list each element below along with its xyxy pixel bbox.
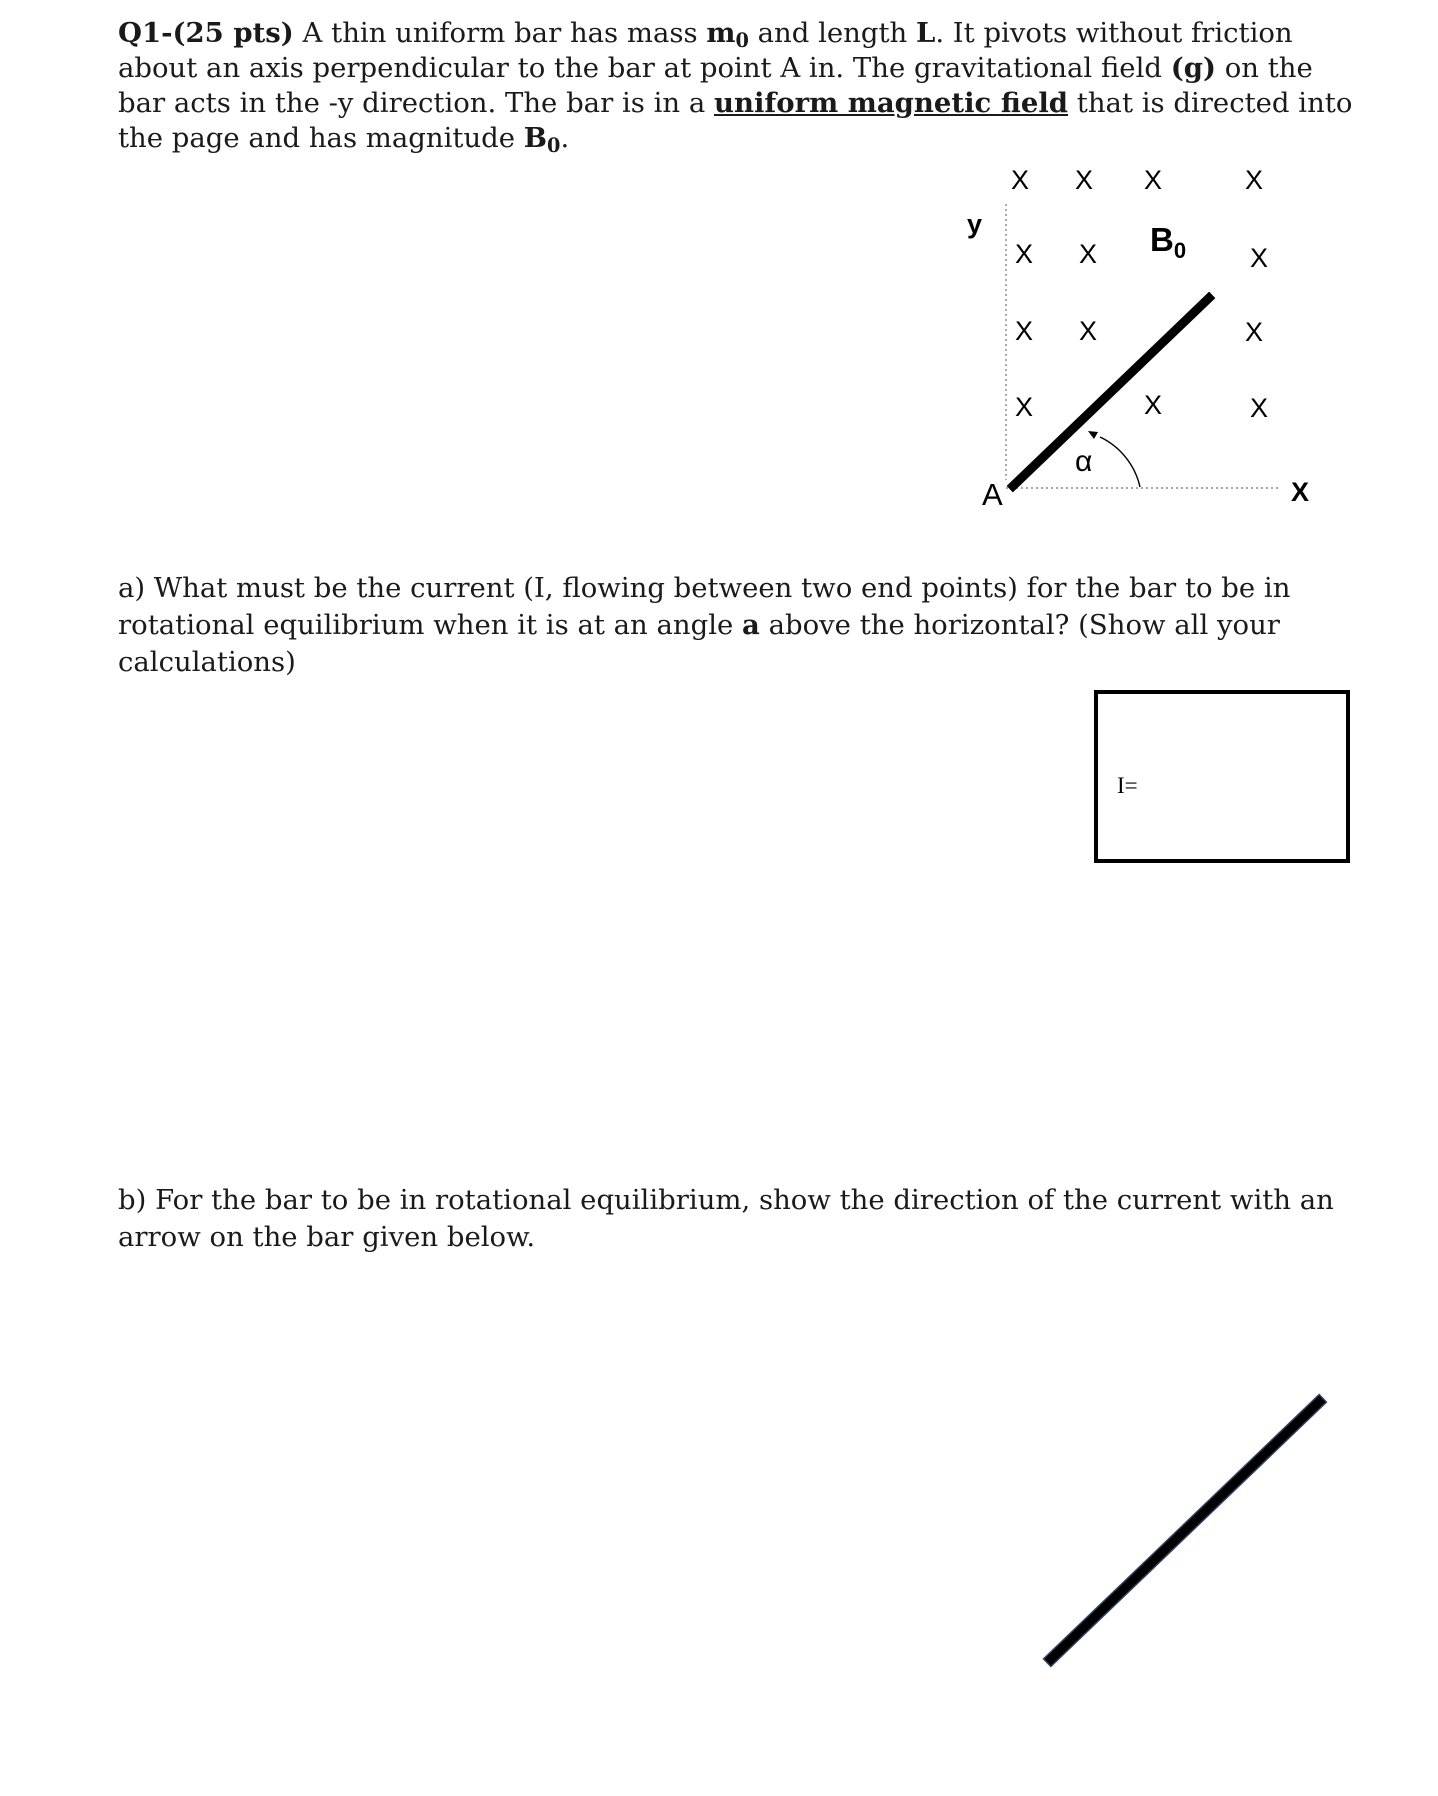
- b-symbol: B: [523, 122, 548, 154]
- field-marker: X: [1250, 393, 1269, 423]
- question-label: Q1-(25 pts): [118, 17, 294, 49]
- intro-end: .: [560, 122, 570, 154]
- b-subscript: 0: [547, 133, 561, 157]
- field-marker: X: [1079, 316, 1098, 346]
- g-symbol: (g): [1170, 52, 1216, 84]
- field-markers: [1011, 165, 1268, 423]
- field-label: [1150, 221, 1186, 263]
- field-marker: X: [1245, 165, 1264, 195]
- answer-label: I=: [1117, 773, 1138, 798]
- part-a-text-2: above the horizontal? (Show all your calculations): [118, 609, 1280, 678]
- field-phrase: uniform magnetic field: [714, 87, 1069, 119]
- part-a-text-1: a) What must be the current (I, flowing between two end points) for the bar to be in rotational equilibrium when it is at an angle: [118, 572, 1291, 641]
- field-marker: X: [1015, 239, 1034, 269]
- mass-subscript: 0: [735, 28, 749, 52]
- angle-arrowhead: [1088, 431, 1098, 439]
- field-marker: X: [1011, 165, 1030, 195]
- field-label-subscript: 0: [1173, 238, 1187, 263]
- angle-word: a: [742, 609, 760, 641]
- field-marker: X: [1015, 316, 1034, 346]
- x-axis-label: X: [1291, 477, 1310, 507]
- angle-arc: [1100, 437, 1140, 487]
- intro-text-4: on the bar acts in the -y direction. The bar is in a: [118, 52, 1313, 119]
- bar-field-diagram: [0, 0, 1438, 560]
- field-marker: X: [1015, 392, 1034, 422]
- part-b-question: b) For the bar to be in rotational equilibrium, show the direction of the current with an arrow on the bar given below.: [118, 1184, 1334, 1253]
- field-marker: X: [1075, 165, 1094, 195]
- pivot-label: A: [982, 477, 1003, 512]
- field-marker: X: [1245, 317, 1264, 347]
- intro-text-1: A thin uniform bar has mass: [293, 17, 707, 49]
- intro-text-3: . It pivots without friction about an axis perpendicular to the bar at point A in. The gravitational field: [118, 17, 1293, 84]
- intro-text-2: and length: [748, 17, 916, 49]
- mass-symbol: m: [706, 17, 736, 49]
- length-symbol: L: [915, 17, 936, 49]
- bar: [1013, 298, 1209, 486]
- field-label-main: B: [1150, 221, 1174, 258]
- intro-text-5: that is directed into the page and has magnitude: [118, 87, 1353, 154]
- field-marker: X: [1079, 239, 1098, 269]
- y-axis-label: y: [967, 209, 983, 239]
- field-marker: X: [1144, 165, 1163, 195]
- part-a-question: [118, 570, 1358, 681]
- angle-label: α: [1075, 445, 1093, 478]
- field-marker: X: [1250, 243, 1269, 273]
- bar-2[interactable]: [1051, 1402, 1319, 1659]
- field-marker: X: [1144, 390, 1163, 420]
